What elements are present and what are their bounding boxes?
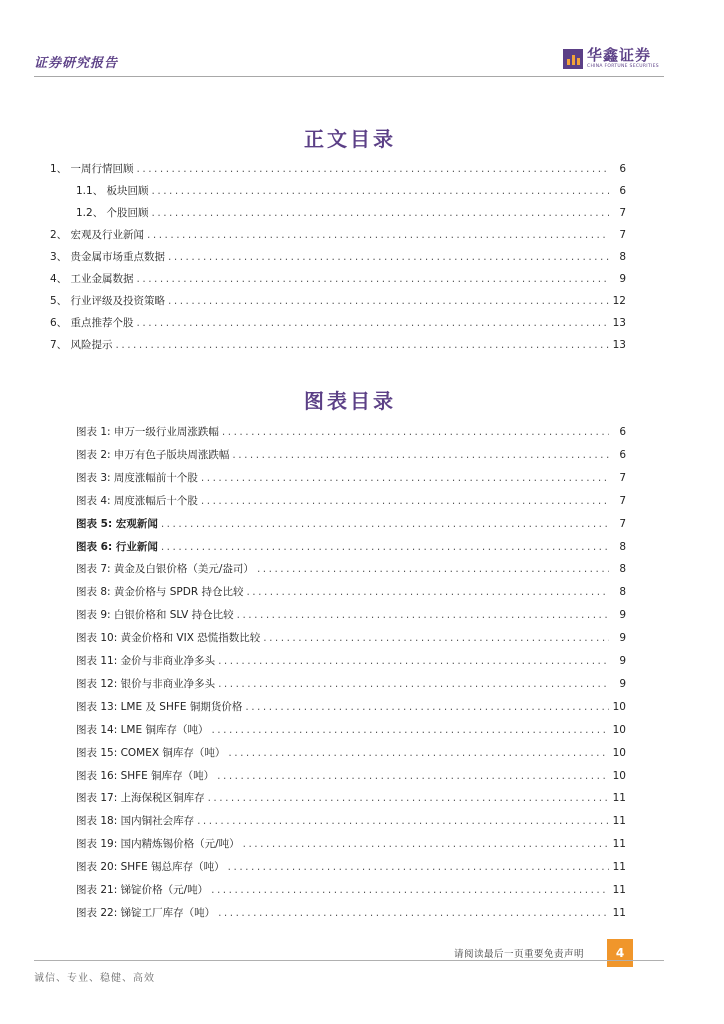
page-number: 4 xyxy=(607,939,633,967)
entry-label: 图表 3: 周度涨幅前十个股 xyxy=(76,471,198,484)
figure-entry[interactable] xyxy=(76,882,626,898)
dot-leader xyxy=(137,273,609,285)
figure-entry[interactable] xyxy=(76,447,626,463)
entry-page-number: 13 xyxy=(612,339,626,351)
toc-entry[interactable] xyxy=(50,293,626,309)
dot-leader xyxy=(218,907,609,919)
entry-label: 图表 5: 宏观新闻 xyxy=(76,517,158,530)
entry-label: 图表 13: LME 及 SHFE 铜期货价格 xyxy=(76,700,243,713)
entry-label: 图表 20: SHFE 锡总库存（吨） xyxy=(76,861,225,874)
entry-label: 4、 工业金属数据 xyxy=(50,273,134,285)
figure-entry[interactable] xyxy=(76,813,626,829)
entry-page-number: 11 xyxy=(612,815,626,828)
dot-leader xyxy=(161,541,609,553)
entry-label: 图表 15: COMEX 铜库存（吨） xyxy=(76,746,226,759)
dot-leader xyxy=(137,317,609,329)
entry-label: 图表 9: 白银价格和 SLV 持仓比较 xyxy=(76,609,234,622)
figure-entry[interactable] xyxy=(76,607,626,623)
entry-label: 图表 7: 黄金及白银价格（美元/盎司） xyxy=(76,563,254,576)
entry-page-number: 7 xyxy=(619,207,626,219)
entry-page-number: 10 xyxy=(612,746,626,759)
entry-label: 2、 宏观及行业新闻 xyxy=(50,229,145,241)
dot-leader xyxy=(218,655,609,667)
entry-label: 图表 1: 申万一级行业周涨跌幅 xyxy=(76,426,219,438)
entry-page-number: 11 xyxy=(612,792,626,805)
entry-label: 图表 19: 国内精炼锡价格（元/吨） xyxy=(76,838,240,851)
dot-leader xyxy=(222,426,609,438)
entry-label: 图表 11: 金价与非商业净多头 xyxy=(76,655,216,667)
entry-label: 图表 2: 申万有色子版块周涨跌幅 xyxy=(76,448,230,461)
dot-leader xyxy=(246,586,609,598)
entry-page-number: 8 xyxy=(619,586,626,599)
entry-page-number: 8 xyxy=(619,563,626,576)
entry-label: 图表 6: 行业新闻 xyxy=(76,540,158,553)
dot-leader xyxy=(218,678,609,690)
toc-entry[interactable] xyxy=(50,337,626,353)
entry-page-number: 6 xyxy=(619,163,626,175)
toc-title: 正文目录 xyxy=(304,127,396,151)
entry-label: 图表 10: 黄金价格和 VIX 恐慌指数比较 xyxy=(76,632,261,645)
figure-entry[interactable] xyxy=(76,768,626,784)
entry-label: 图表 18: 国内铜社会库存 xyxy=(76,815,195,828)
entry-page-number: 8 xyxy=(619,540,626,553)
dot-leader xyxy=(147,229,609,241)
entry-page-number: 6 xyxy=(619,185,626,197)
figure-entry[interactable] xyxy=(76,790,626,806)
toc-entry[interactable] xyxy=(50,271,626,287)
dot-leader xyxy=(168,251,609,263)
logo-english-name: CHINA FORTUNE SECURITIES xyxy=(587,64,659,69)
entry-label: 7、 风险提示 xyxy=(50,339,113,351)
entry-page-number: 7 xyxy=(619,494,626,507)
figure-entry[interactable] xyxy=(76,653,626,669)
entry-page-number: 9 xyxy=(619,655,626,667)
dot-leader xyxy=(208,792,609,804)
dot-leader xyxy=(217,770,609,782)
entry-page-number: 10 xyxy=(612,700,626,713)
header-divider xyxy=(34,76,664,77)
dot-leader xyxy=(263,632,609,644)
entry-page-number: 9 xyxy=(619,632,626,645)
dot-leader xyxy=(168,295,609,307)
dot-leader xyxy=(197,815,609,827)
figure-entry[interactable] xyxy=(76,905,626,921)
figure-entry[interactable] xyxy=(76,584,626,600)
entry-page-number: 9 xyxy=(619,677,626,690)
footer-divider xyxy=(34,960,664,961)
entry-label: 3、 贵金属市场重点数据 xyxy=(50,251,166,263)
entry-page-number: 13 xyxy=(612,317,626,329)
entry-page-number: 11 xyxy=(612,906,626,919)
company-motto: 诚信、专业、稳健、高效 xyxy=(34,973,155,984)
figure-entry[interactable] xyxy=(76,630,626,646)
entry-page-number: 7 xyxy=(619,471,626,484)
figure-entry[interactable] xyxy=(76,836,626,852)
dot-leader xyxy=(137,163,609,175)
dot-leader xyxy=(257,563,609,575)
entry-label: 图表 4: 周度涨幅后十个股 xyxy=(76,494,198,507)
report-type-label: 证券研究报告 xyxy=(34,56,119,71)
figure-entry[interactable] xyxy=(76,539,626,555)
entry-page-number: 10 xyxy=(612,723,626,736)
dot-leader xyxy=(211,724,609,736)
entry-page-number: 8 xyxy=(619,251,626,263)
entry-page-number: 7 xyxy=(619,229,626,241)
entry-label: 图表 22: 锑锭工厂库存（吨） xyxy=(76,906,216,919)
logo-icon xyxy=(563,49,583,69)
company-logo xyxy=(563,47,659,70)
figure-entry[interactable] xyxy=(76,493,626,509)
entry-page-number: 10 xyxy=(612,769,626,782)
figure-entry[interactable] xyxy=(76,561,626,577)
entry-label: 图表 8: 黄金价格与 SPDR 持仓比较 xyxy=(76,586,244,599)
entry-label: 1.2、 个股回顾 xyxy=(76,207,149,219)
entry-page-number: 6 xyxy=(619,426,626,438)
dot-leader xyxy=(152,207,609,219)
toc-entry[interactable] xyxy=(50,315,626,331)
figure-entry[interactable] xyxy=(76,470,626,486)
dot-leader xyxy=(116,339,609,351)
entry-label: 6、 重点推荐个股 xyxy=(50,317,134,329)
entry-page-number: 9 xyxy=(619,273,626,285)
dot-leader xyxy=(243,838,609,850)
toc-entry[interactable] xyxy=(50,227,626,243)
dot-leader xyxy=(152,185,609,197)
figure-entry[interactable] xyxy=(76,745,626,761)
entry-label: 图表 21: 锑锭价格（元/吨） xyxy=(76,884,209,896)
figure-entry[interactable] xyxy=(76,516,626,532)
logo-name: 华鑫证券 xyxy=(587,46,652,64)
entry-label: 图表 14: LME 铜库存（吨） xyxy=(76,723,209,736)
dot-leader xyxy=(211,884,609,896)
dot-leader xyxy=(201,495,609,507)
figures-title: 图表目录 xyxy=(304,389,396,413)
entry-page-number: 11 xyxy=(612,861,626,874)
dot-leader xyxy=(245,701,609,713)
entry-label: 图表 12: 银价与非商业净多头 xyxy=(76,677,216,690)
toc-entry[interactable] xyxy=(50,249,626,265)
entry-label: 1、 一周行情回顾 xyxy=(50,163,134,175)
entry-label: 图表 16: SHFE 铜库存（吨） xyxy=(76,769,215,782)
dot-leader xyxy=(201,472,609,484)
entry-page-number: 11 xyxy=(612,884,626,896)
dot-leader xyxy=(237,609,609,621)
figure-entry[interactable] xyxy=(76,859,626,875)
disclaimer-notice: 请阅读最后一页重要免责声明 xyxy=(454,949,585,960)
entry-label: 1.1、 板块回顾 xyxy=(76,185,149,197)
figure-entry[interactable] xyxy=(76,699,626,715)
dot-leader xyxy=(228,747,609,759)
figure-entry[interactable] xyxy=(76,424,626,440)
entry-page-number: 6 xyxy=(619,448,626,461)
entry-page-number: 11 xyxy=(612,838,626,851)
entry-page-number: 9 xyxy=(619,609,626,622)
figure-entry[interactable] xyxy=(76,722,626,738)
toc-entry[interactable] xyxy=(76,183,626,199)
entry-page-number: 7 xyxy=(619,517,626,530)
toc-entry[interactable] xyxy=(76,205,626,221)
figure-entry[interactable] xyxy=(76,676,626,692)
entry-page-number: 12 xyxy=(612,295,626,307)
toc-entry[interactable] xyxy=(50,161,626,177)
dot-leader xyxy=(161,518,609,530)
dot-leader xyxy=(232,449,609,461)
entry-label: 图表 17: 上海保税区铜库存 xyxy=(76,792,205,805)
entry-label: 5、 行业评级及投资策略 xyxy=(50,295,166,307)
dot-leader xyxy=(228,861,609,873)
